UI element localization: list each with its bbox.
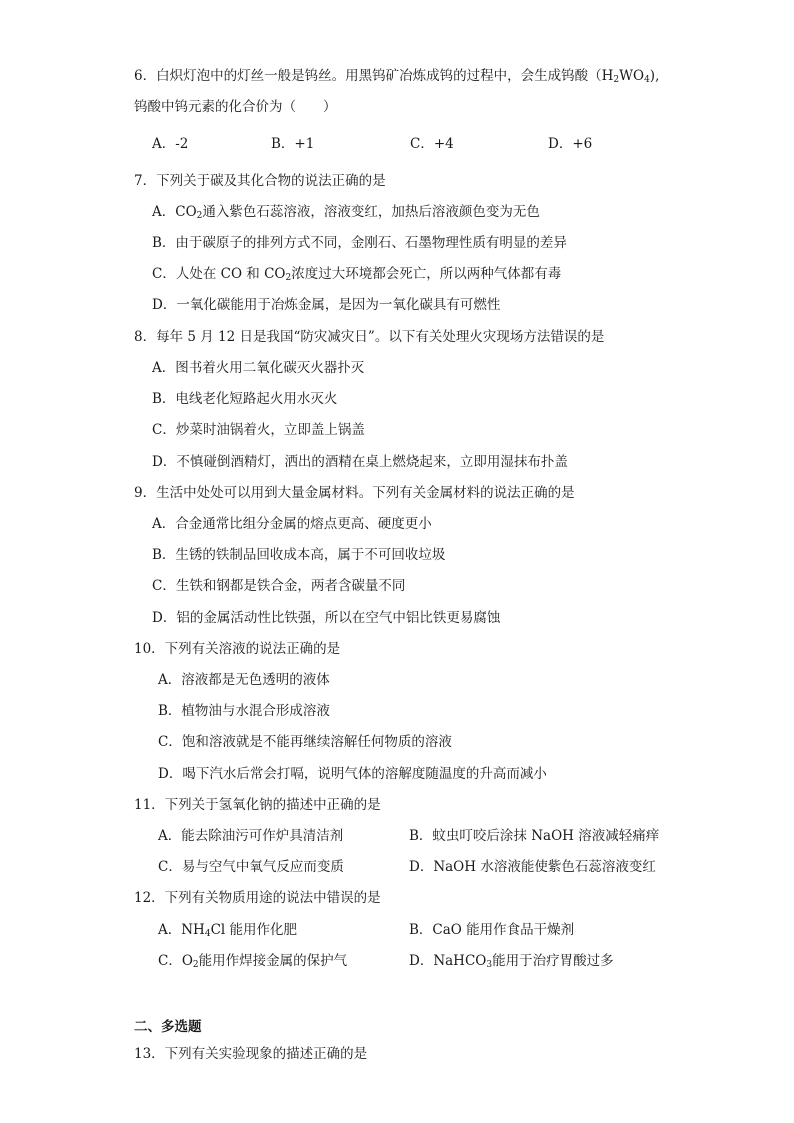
q10-stem: 10．下列有关溶液的说法正确的是 (134, 641, 341, 657)
q7-c-sub: 2 (285, 273, 292, 283)
q12-a-post: Cl 能用作化肥 (210, 922, 298, 938)
q12-d-sub: 3 (486, 960, 493, 970)
q12-option-c (158, 952, 347, 974)
q9-option-b: B．生锈的铁制品回收成本高，属于不可回收垃圾 (152, 547, 446, 563)
q8-option-c: C．炒菜时油锅着火，立即盖上锅盖 (152, 422, 365, 438)
q7-a-sub: 2 (196, 211, 203, 221)
q8-option-d: D．不慎碰倒酒精灯，洒出的酒精在桌上燃烧起来，立即用湿抹布扑盖 (152, 454, 568, 470)
q12-option-b: B．CaO 能用作食品干燥剂 (409, 922, 575, 938)
q7-stem: 7．下列关于碳及其化合物的说法正确的是 (134, 173, 386, 189)
q12-a-sub: 4 (204, 929, 211, 939)
q10-option-d: D．喝下汽水后常会打嗝，说明气体的溶解度随温度的升高而减小 (158, 766, 547, 782)
q7-a-post: 通入紫色石蕊溶液，溶液变红，加热后溶液颜色变为无色 (202, 204, 540, 220)
q7-a-pre: A．CO (152, 204, 197, 220)
section-title: 二、多选题 (134, 1019, 202, 1035)
q6-stem-text: 6．白炽灯泡中的灯丝一般是钨丝。用黑钨矿冶炼成钨的过程中，会生成钨酸（H (134, 68, 614, 84)
q10-option-a: A．溶液都是无色透明的液体 (158, 672, 330, 688)
q9-option-a: A．合金通常比组分金属的熔点更高、硬度更小 (152, 516, 432, 532)
q8-stem: 8．每年 5 月 12 日是我国“防灾减灾日”。以下有关处理火灾现场方法错误的是 (134, 329, 605, 345)
q11-option-c: C．易与空气中氧气反应而变质 (158, 859, 344, 875)
q10-option-c: C．饱和溶液就是不能再继续溶解任何物质的溶液 (158, 734, 452, 750)
q12-stem: 12．下列有关物质用途的说法中错误的是 (134, 890, 381, 906)
q6-stem-line1 (134, 67, 659, 89)
q12-option-d (409, 952, 614, 974)
q12-d-post: 能用于治疗胃酸过多 (492, 953, 614, 969)
q7-c-pre: C．人处在 CO 和 CO (152, 266, 286, 282)
q12-c-sub: 2 (192, 960, 199, 970)
q6-option-c: C．+4 (410, 136, 454, 152)
q7-c-post: 浓度过大环境都会死亡，所以两种气体都有毒 (291, 266, 562, 282)
q6-sub: 4 (644, 75, 650, 85)
q7-option-c (152, 265, 561, 287)
q6-option-a: A．-2 (152, 136, 189, 152)
q6-stem-line2: 钨酸中钨元素的化合价为（ ） (134, 99, 337, 115)
q11-option-b: B．蚊虫叮咬后涂抹 NaOH 溶液减轻痛痒 (409, 828, 660, 844)
q6-sub: 2 (613, 75, 620, 85)
q12-c-pre: C．O (158, 953, 193, 969)
q12-d-pre: D．NaHCO (409, 953, 487, 969)
q7-option-d: D．一氧化碳能用于冶炼金属，是因为一氧化碳具有可燃性 (152, 297, 501, 313)
q12-option-a (158, 921, 297, 943)
q11-option-a: A．能去除油污可作炉具清洁剂 (158, 828, 344, 844)
q12-c-post: 能用作焊接金属的保护气 (198, 953, 348, 969)
q13-stem: 13．下列有关实验现象的描述正确的是 (134, 1046, 368, 1062)
q9-option-d: D．铝的金属活动性比铁强，所以在空气中铝比铁更易腐蚀 (152, 610, 501, 626)
q6-option-d: D．+6 (548, 136, 593, 152)
q6-end: ), (649, 68, 660, 84)
q8-option-a: A．图书着火用二氧化碳灭火器扑灭 (152, 360, 365, 376)
q11-option-d: D．NaOH 水溶液能使紫色石蕊溶液变红 (409, 859, 656, 875)
q7-option-a (152, 203, 540, 225)
q9-stem: 9．生活中处处可以用到大量金属材料。下列有关金属材料的说法正确的是 (134, 485, 575, 501)
q12-a-pre: A．NH (158, 922, 205, 938)
q8-option-b: B．电线老化短路起火用水灭火 (152, 391, 338, 407)
q11-stem: 11．下列关于氢氧化钠的描述中正确的是 (134, 797, 381, 813)
q6-option-b: B．+1 (271, 136, 315, 152)
q7-option-b: B．由于碳原子的排列方式不同，金刚石、石墨物理性质有明显的差异 (152, 235, 567, 251)
q10-option-b: B．植物油与水混合形成溶液 (158, 703, 330, 719)
q9-option-c: C．生铁和钢都是铁合金，两者含碳量不同 (152, 578, 406, 594)
q6-formula: WO (619, 68, 645, 84)
